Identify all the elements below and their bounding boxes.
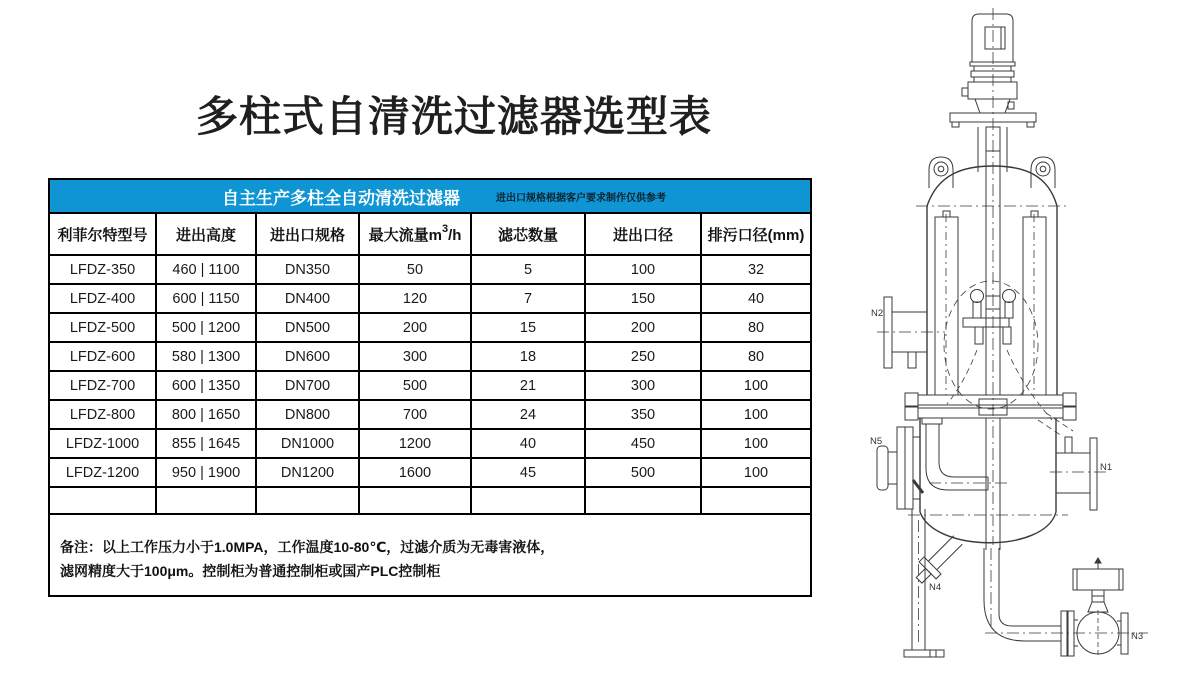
nozzle-label-n1: N1 xyxy=(1100,462,1113,473)
table-cell: 600 | 1350 xyxy=(156,371,256,400)
table-cell: 80 xyxy=(701,313,811,342)
table-cell: DN1000 xyxy=(256,429,359,458)
table-cell: 5 xyxy=(471,255,585,284)
table-cell: LFDZ-400 xyxy=(49,284,156,313)
table-cell: 50 xyxy=(359,255,471,284)
banner-note: 进出口规格根据客户要求制作仅供参考 xyxy=(496,192,666,204)
table-cell: 460 | 1100 xyxy=(156,255,256,284)
column-header-model: 利菲尔特型号 xyxy=(49,213,156,255)
table-cell: 100 xyxy=(701,429,811,458)
table-cell: 855 | 1645 xyxy=(156,429,256,458)
nozzle-label-n3: N3 xyxy=(1131,631,1144,642)
column-header-height: 进出高度 xyxy=(156,213,256,255)
table-cell: DN800 xyxy=(256,400,359,429)
table-cell: 1200 xyxy=(359,429,471,458)
table-cell: 300 xyxy=(359,342,471,371)
table-cell: 120 xyxy=(359,284,471,313)
table-cell: 21 xyxy=(471,371,585,400)
column-header-cartridges: 滤芯数量 xyxy=(471,213,585,255)
table-cell: 100 xyxy=(701,371,811,400)
table-cell: 100 xyxy=(701,400,811,429)
table-cell: LFDZ-350 xyxy=(49,255,156,284)
table-cell: 700 xyxy=(359,400,471,429)
nozzle-label-n5: N5 xyxy=(870,436,883,447)
drain-valve xyxy=(1073,558,1128,656)
table-cell: LFDZ-800 xyxy=(49,400,156,429)
table-cell: 32 xyxy=(701,255,811,284)
table-cell: LFDZ-700 xyxy=(49,371,156,400)
table-cell: 15 xyxy=(471,313,585,342)
cleaning-mechanism xyxy=(944,281,1073,436)
remark-line-1: 备注：以上工作压力小于1.0MPA，工作温度10-80℃，过滤介质为无毒害液体， xyxy=(60,539,555,555)
table-cell: 800 | 1650 xyxy=(156,400,256,429)
column-header-spec: 进出口规格 xyxy=(256,213,359,255)
table-cell: 7 xyxy=(471,284,585,313)
table-cell: LFDZ-1000 xyxy=(49,429,156,458)
table-cell: 40 xyxy=(471,429,585,458)
remark-line-2: 滤网精度大于100μm。控制柜为普通控制柜或国产PLC控制柜 xyxy=(60,563,441,579)
table-cell: DN1200 xyxy=(256,458,359,487)
table-cell: 500 | 1200 xyxy=(156,313,256,342)
table-cell: DN350 xyxy=(256,255,359,284)
table-cell: 250 xyxy=(585,342,701,371)
page-title: 多柱式自清洗过滤器选型表 xyxy=(196,93,713,140)
filter-column-left xyxy=(935,211,958,395)
table-cell: LFDZ-1200 xyxy=(49,458,156,487)
table-cell: 450 xyxy=(585,429,701,458)
table-cell: 500 xyxy=(359,371,471,400)
table-cell: 80 xyxy=(701,342,811,371)
table-cell: 580 | 1300 xyxy=(156,342,256,371)
lifting-lug-right xyxy=(1031,157,1055,188)
table-cell: DN500 xyxy=(256,313,359,342)
table-cell: DN600 xyxy=(256,342,359,371)
table-cell: 45 xyxy=(471,458,585,487)
table-cell: 200 xyxy=(359,313,471,342)
vessel-top-head xyxy=(927,166,1057,206)
table-cell: 600 | 1150 xyxy=(156,284,256,313)
table-cell: 950 | 1900 xyxy=(156,458,256,487)
table-cell: 40 xyxy=(701,284,811,313)
nozzle-n5 xyxy=(877,427,923,509)
upper-shell xyxy=(927,206,1057,395)
banner-title: 自主生产多柱全自动清洗过滤器 xyxy=(222,188,460,208)
table-cell: 1600 xyxy=(359,458,471,487)
table-cell: DN400 xyxy=(256,284,359,313)
nozzle-label-n2: N2 xyxy=(871,308,884,319)
column-header-port: 进出口径 xyxy=(585,213,701,255)
table-cell: 300 xyxy=(585,371,701,400)
table-cell: DN700 xyxy=(256,371,359,400)
nozzle-label-n4: N4 xyxy=(929,582,942,593)
vessel-bottom-head xyxy=(920,512,1056,543)
table-cell: 150 xyxy=(585,284,701,313)
nozzle-n1 xyxy=(1050,437,1106,510)
table-cell: LFDZ-600 xyxy=(49,342,156,371)
table-cell: 18 xyxy=(471,342,585,371)
table-cell: 24 xyxy=(471,400,585,429)
lower-shell xyxy=(920,418,1056,512)
table-cell: LFDZ-500 xyxy=(49,313,156,342)
table-cell: 500 xyxy=(585,458,701,487)
column-header-flow: 最大流量$m^3/h$ xyxy=(359,213,471,255)
column-header-drain: 排污口径(mm) xyxy=(701,213,811,255)
table-cell: 100 xyxy=(701,458,811,487)
table-cell: 200 xyxy=(585,313,701,342)
internal-elbow-pipe xyxy=(922,418,1008,490)
table-cell: 350 xyxy=(585,400,701,429)
table-cell: 100 xyxy=(585,255,701,284)
drain-piping xyxy=(984,548,1148,656)
